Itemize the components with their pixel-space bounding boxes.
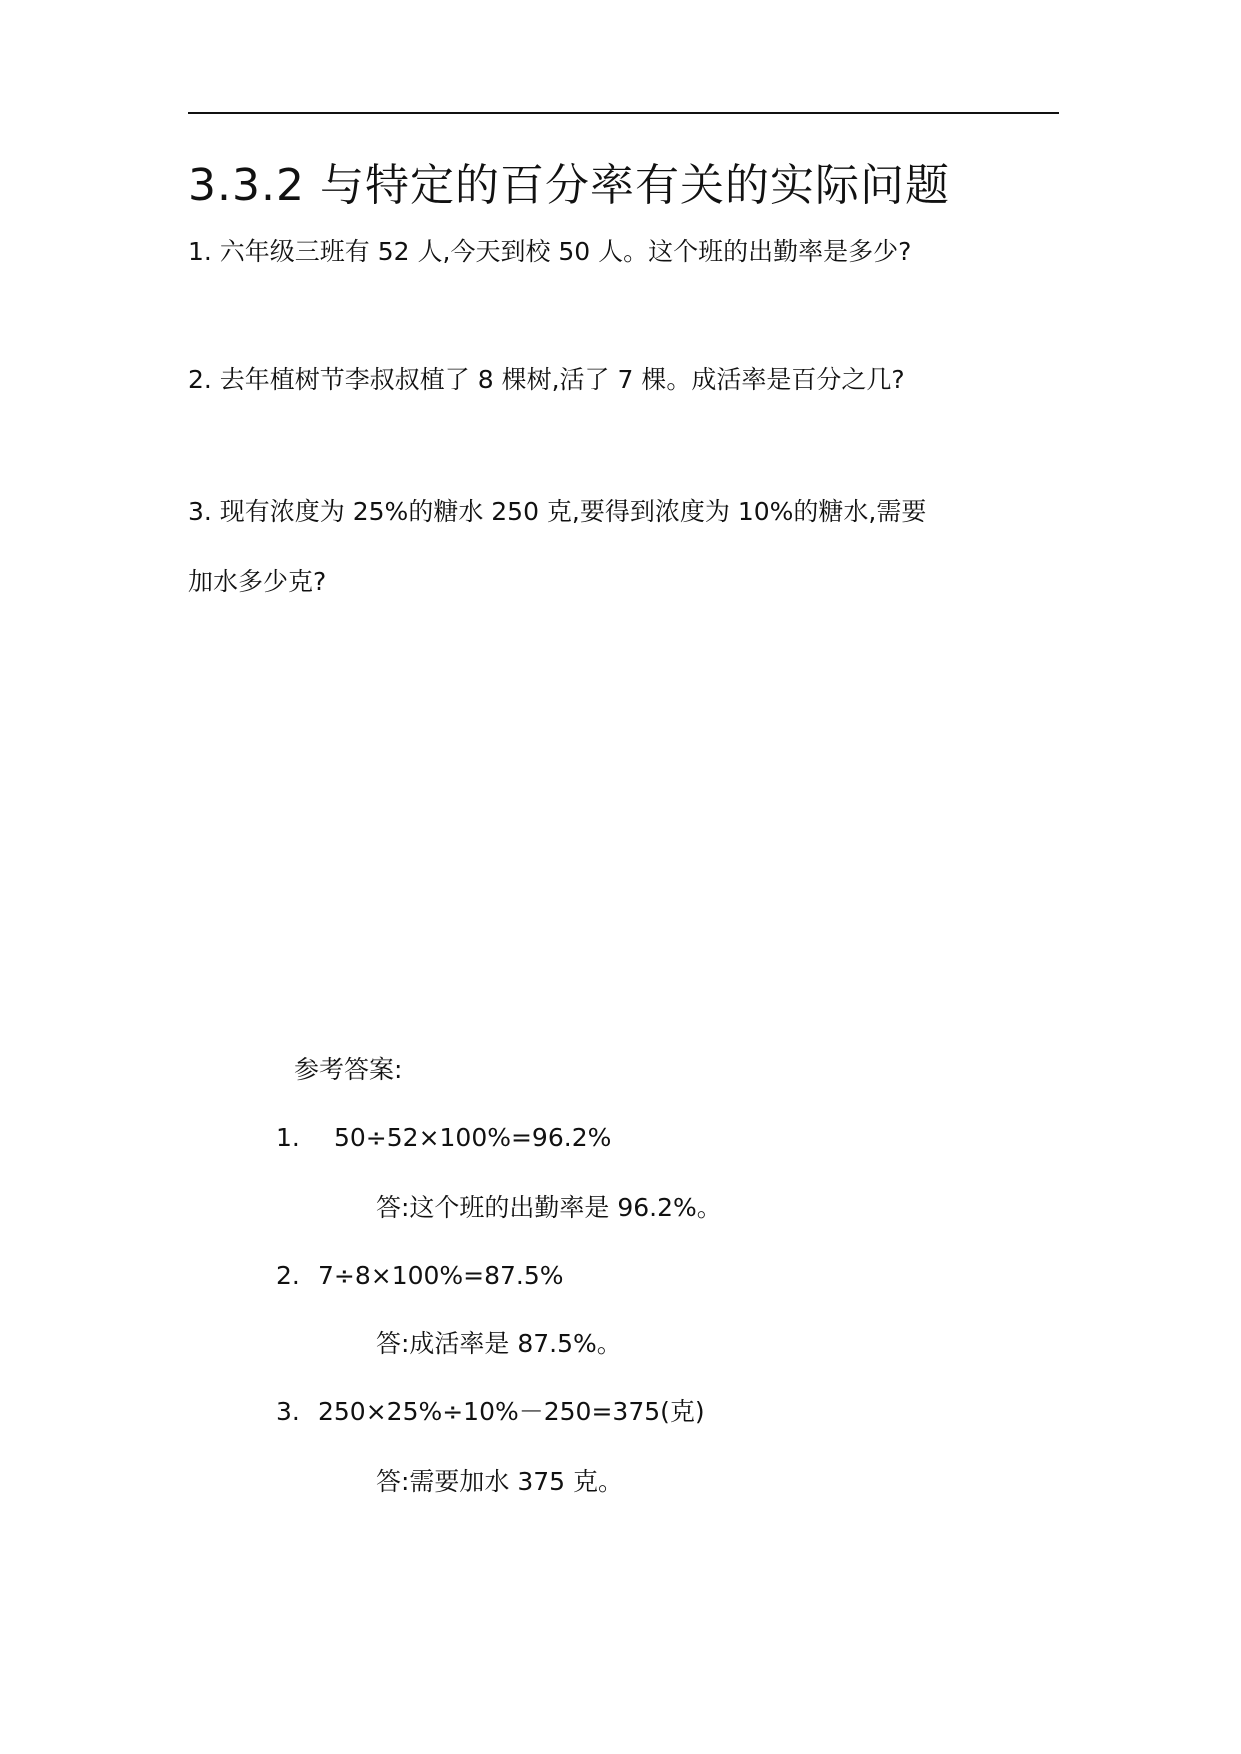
answer-3-calc: 250×25%÷10%－250=375(克) xyxy=(318,1397,705,1426)
answer-1-calc: 50÷52×100%=96.2% xyxy=(334,1123,612,1152)
answers-heading: 参考答案: xyxy=(294,1055,403,1084)
answer-3-result: 答:需要加水 375 克。 xyxy=(376,1467,624,1496)
answer-3-number: 3. xyxy=(276,1397,300,1426)
section-title: 3.3.2 与特定的百分率有关的实际问题 xyxy=(188,160,950,211)
header-rule xyxy=(188,112,1059,114)
answer-2-calc: 7÷8×100%=87.5% xyxy=(318,1261,564,1290)
question-2: 2. 去年植树节李叔叔植了 8 棵树,活了 7 棵。成活率是百分之几? xyxy=(188,365,905,394)
answer-1-number: 1. xyxy=(276,1123,300,1152)
answer-2-number: 2. xyxy=(276,1261,300,1290)
question-3-continued: 加水多少克? xyxy=(188,567,327,596)
answer-1-result: 答:这个班的出勤率是 96.2%。 xyxy=(376,1193,722,1222)
question-1: 1. 六年级三班有 52 人,今天到校 50 人。这个班的出勤率是多少? xyxy=(188,237,912,266)
question-3: 3. 现有浓度为 25%的糖水 250 克,要得到浓度为 10%的糖水,需要 xyxy=(188,497,927,526)
answer-2-result: 答:成活率是 87.5%。 xyxy=(376,1329,622,1358)
